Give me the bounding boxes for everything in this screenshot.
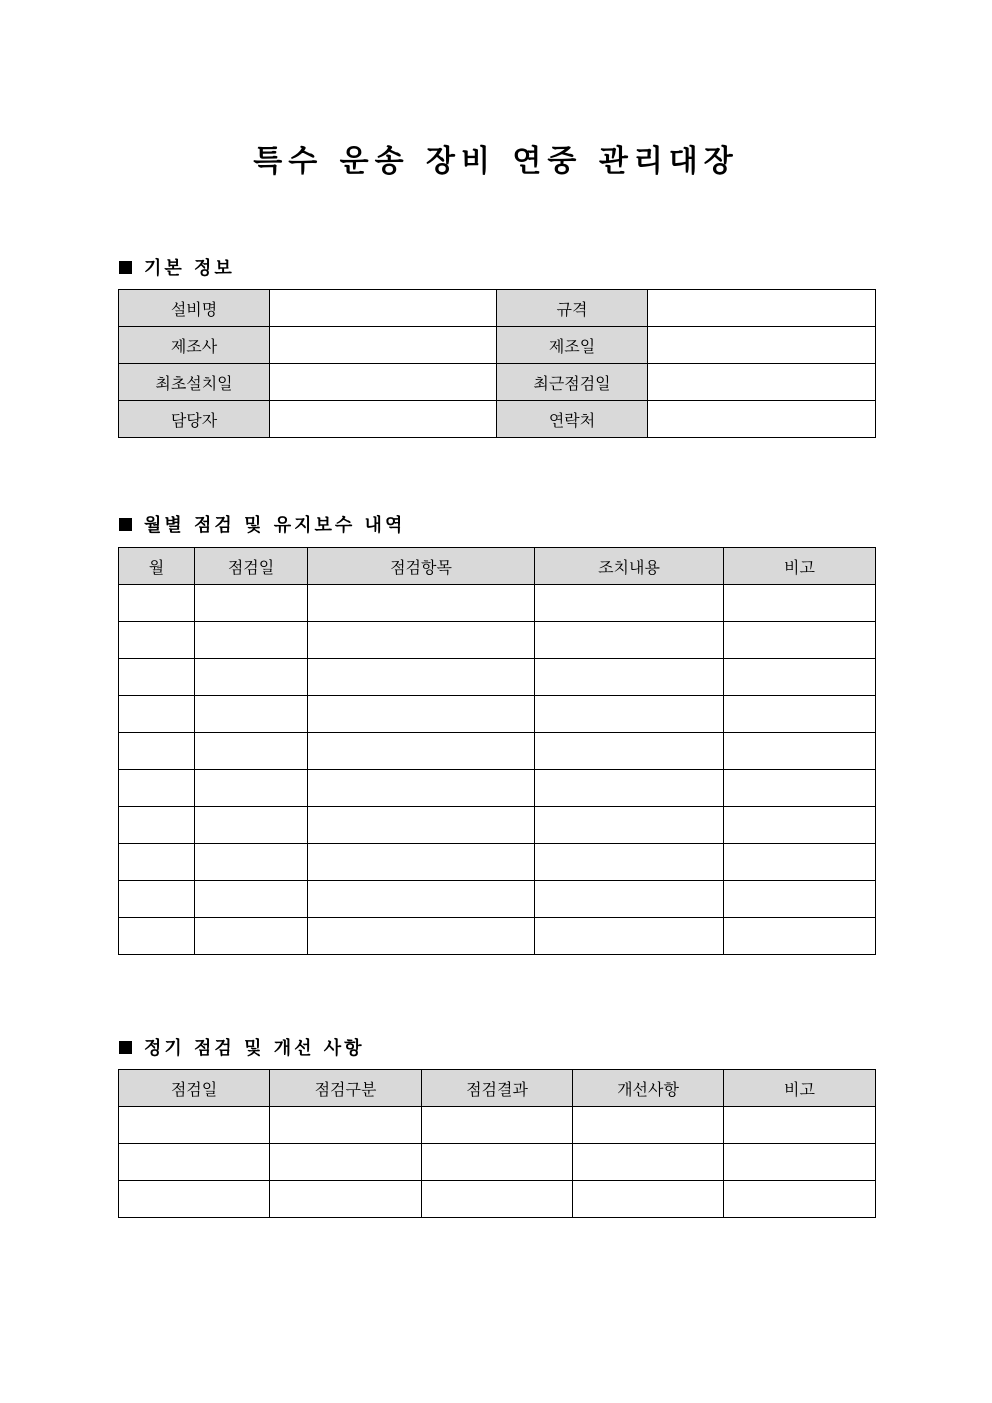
table-cell[interactable] — [119, 659, 195, 696]
table-cell[interactable] — [119, 622, 195, 659]
table-cell[interactable] — [724, 1107, 876, 1144]
table-cell[interactable] — [119, 807, 195, 844]
table-cell[interactable] — [308, 918, 535, 955]
table-row — [119, 401, 876, 438]
basic-info-heading — [119, 254, 235, 280]
table-row — [119, 807, 876, 844]
table-cell[interactable] — [119, 696, 195, 733]
column-header: 월 — [119, 548, 195, 585]
table-cell[interactable] — [195, 696, 308, 733]
table-cell[interactable] — [724, 881, 876, 918]
table-cell[interactable] — [535, 622, 724, 659]
periodic-table-body — [119, 1107, 876, 1218]
manufacture-date-field[interactable] — [648, 327, 876, 364]
manager-field[interactable] — [270, 401, 497, 438]
table-cell[interactable] — [119, 918, 195, 955]
table-row — [119, 364, 876, 401]
page-title: 특수 운송 장비 연중 관리대장 — [253, 144, 739, 179]
table-cell[interactable] — [119, 844, 195, 881]
basic-info-heading-text: 기본 정보 — [144, 258, 235, 279]
column-header: 점검결과 — [422, 1070, 573, 1107]
table-cell[interactable] — [573, 1144, 724, 1181]
column-header: 점검일 — [195, 548, 308, 585]
equipment-name-field[interactable] — [270, 290, 497, 327]
table-cell[interactable] — [724, 733, 876, 770]
table-cell[interactable] — [119, 1181, 270, 1218]
table-row — [119, 696, 876, 733]
table-cell[interactable] — [195, 659, 308, 696]
table-cell[interactable] — [308, 585, 535, 622]
column-header: 조치내용 — [535, 548, 724, 585]
square-bullet-icon — [119, 1041, 132, 1054]
table-cell[interactable] — [308, 622, 535, 659]
table-cell[interactable] — [724, 696, 876, 733]
table-row — [119, 622, 876, 659]
table-cell[interactable] — [535, 696, 724, 733]
table-row — [119, 659, 876, 696]
table-cell[interactable] — [119, 1144, 270, 1181]
table-cell[interactable] — [195, 622, 308, 659]
manager-label: 담당자 — [119, 401, 270, 438]
table-row — [119, 1181, 876, 1218]
equipment-name-label: 설비명 — [119, 290, 270, 327]
spec-field[interactable] — [648, 290, 876, 327]
square-bullet-icon — [119, 518, 132, 531]
manufacture-date-label: 제조일 — [497, 327, 648, 364]
table-cell[interactable] — [724, 807, 876, 844]
monthly-table-body — [119, 585, 876, 955]
manufacturer-field[interactable] — [270, 327, 497, 364]
table-row — [119, 290, 876, 327]
table-cell[interactable] — [422, 1181, 573, 1218]
periodic-heading — [119, 1034, 365, 1060]
monthly-heading-text: 월별 점검 및 유지보수 내역 — [144, 515, 406, 536]
table-cell[interactable] — [724, 585, 876, 622]
table-cell[interactable] — [119, 770, 195, 807]
table-cell[interactable] — [573, 1181, 724, 1218]
basic-info-table — [118, 289, 876, 438]
table-cell[interactable] — [535, 844, 724, 881]
table-cell[interactable] — [195, 770, 308, 807]
table-cell[interactable] — [195, 844, 308, 881]
table-row — [119, 1107, 876, 1144]
table-cell[interactable] — [308, 696, 535, 733]
table-cell[interactable] — [724, 659, 876, 696]
table-cell[interactable] — [535, 807, 724, 844]
table-cell[interactable] — [119, 881, 195, 918]
table-cell[interactable] — [195, 881, 308, 918]
table-cell[interactable] — [535, 659, 724, 696]
table-cell[interactable] — [724, 770, 876, 807]
table-row — [119, 770, 876, 807]
contact-field[interactable] — [648, 401, 876, 438]
table-cell[interactable] — [195, 585, 308, 622]
table-cell[interactable] — [422, 1144, 573, 1181]
column-header: 비고 — [724, 1070, 876, 1107]
column-header: 점검일 — [119, 1070, 270, 1107]
table-row — [119, 327, 876, 364]
table-row — [119, 1144, 876, 1181]
table-cell[interactable] — [195, 807, 308, 844]
column-header: 비고 — [724, 548, 876, 585]
table-cell[interactable] — [308, 807, 535, 844]
table-cell[interactable] — [195, 918, 308, 955]
spec-label: 규격 — [497, 290, 648, 327]
table-cell[interactable] — [724, 1181, 876, 1218]
manufacturer-label: 제조사 — [119, 327, 270, 364]
contact-label: 연락처 — [497, 401, 648, 438]
table-cell[interactable] — [308, 770, 535, 807]
table-cell[interactable] — [724, 1144, 876, 1181]
monthly-table — [118, 547, 876, 955]
table-header-row — [119, 548, 876, 585]
table-cell[interactable] — [535, 881, 724, 918]
square-bullet-icon — [119, 261, 132, 274]
table-cell[interactable] — [535, 585, 724, 622]
table-cell[interactable] — [573, 1107, 724, 1144]
column-header: 개선사항 — [573, 1070, 724, 1107]
table-row — [119, 881, 876, 918]
table-cell[interactable] — [724, 622, 876, 659]
monthly-heading — [119, 511, 405, 537]
last-inspection-field[interactable] — [648, 364, 876, 401]
table-row — [119, 844, 876, 881]
table-cell[interactable] — [724, 844, 876, 881]
install-date-label: 최초설치일 — [119, 364, 270, 401]
table-row — [119, 918, 876, 955]
table-cell[interactable] — [119, 1107, 270, 1144]
column-header: 점검구분 — [270, 1070, 422, 1107]
last-inspection-label: 최근점검일 — [497, 364, 648, 401]
table-cell[interactable] — [119, 733, 195, 770]
install-date-field[interactable] — [270, 364, 497, 401]
table-row — [119, 585, 876, 622]
table-cell[interactable] — [270, 1181, 422, 1218]
table-cell[interactable] — [308, 881, 535, 918]
table-cell[interactable] — [535, 733, 724, 770]
table-cell[interactable] — [119, 585, 195, 622]
table-row — [119, 733, 876, 770]
periodic-table — [118, 1069, 876, 1218]
table-cell[interactable] — [308, 844, 535, 881]
column-header: 점검항목 — [308, 548, 535, 585]
table-cell[interactable] — [422, 1107, 573, 1144]
table-cell[interactable] — [535, 918, 724, 955]
periodic-heading-text: 정기 점검 및 개선 사항 — [144, 1038, 365, 1059]
table-cell[interactable] — [308, 733, 535, 770]
table-cell[interactable] — [724, 918, 876, 955]
table-cell[interactable] — [270, 1107, 422, 1144]
table-header-row — [119, 1070, 876, 1107]
table-cell[interactable] — [195, 733, 308, 770]
table-cell[interactable] — [270, 1144, 422, 1181]
table-cell[interactable] — [535, 770, 724, 807]
table-cell[interactable] — [308, 659, 535, 696]
